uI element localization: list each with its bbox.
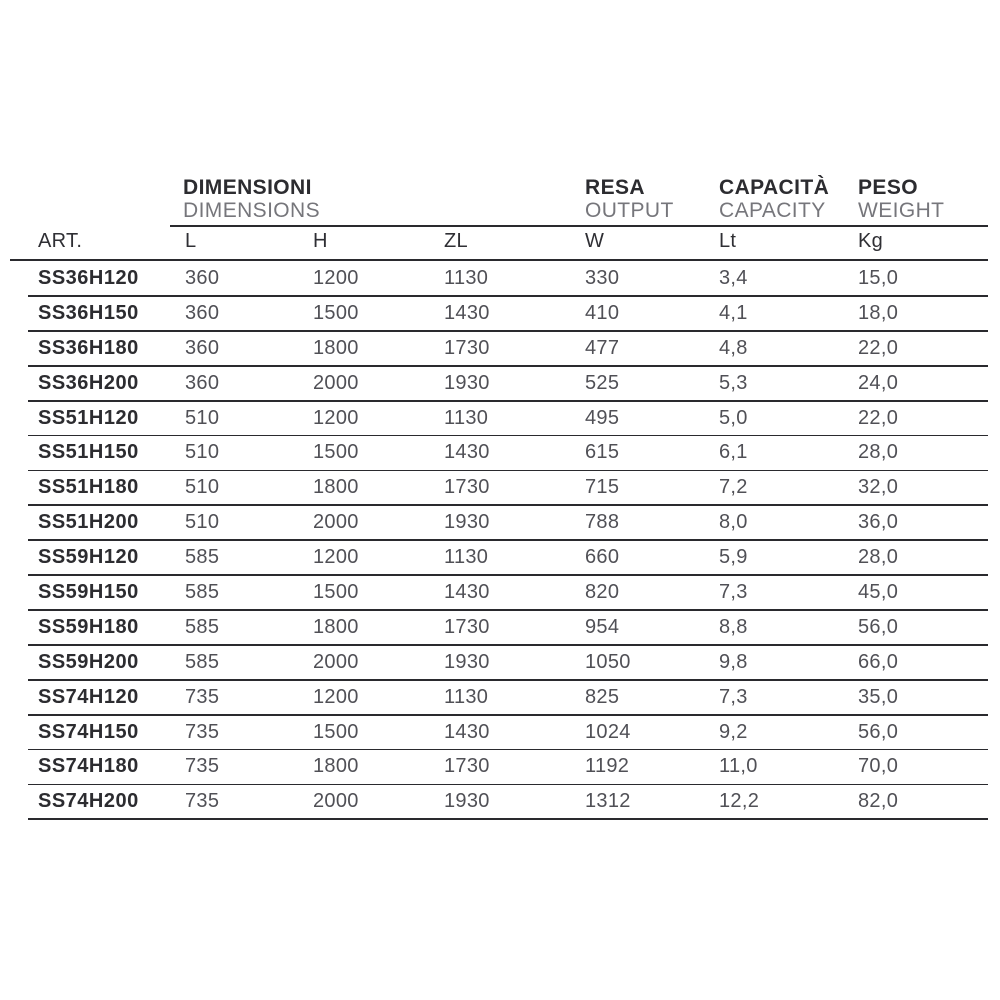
cell-h: 1200 bbox=[313, 266, 359, 289]
cell-l: 510 bbox=[185, 406, 220, 429]
column-header-zl: ZL bbox=[444, 230, 468, 252]
cell-zl: 1430 bbox=[444, 580, 490, 603]
cell-l: 585 bbox=[185, 580, 220, 603]
cell-art: SS36H150 bbox=[38, 301, 139, 324]
cell-art: SS59H150 bbox=[38, 580, 139, 603]
cell-w: 1050 bbox=[585, 650, 631, 673]
cell-h: 1200 bbox=[313, 406, 359, 429]
table-row bbox=[0, 401, 1000, 436]
column-header-row bbox=[0, 230, 1000, 258]
cell-h: 1800 bbox=[313, 476, 359, 499]
cell-lt: 9,2 bbox=[719, 720, 748, 743]
cell-h: 1200 bbox=[313, 685, 359, 708]
cell-w: 330 bbox=[585, 266, 620, 289]
cell-kg: 22,0 bbox=[858, 336, 899, 359]
cell-w: 1024 bbox=[585, 720, 631, 743]
cell-l: 735 bbox=[185, 685, 220, 708]
column-header-h: H bbox=[313, 230, 328, 252]
cell-art: SS74H120 bbox=[38, 685, 139, 708]
cell-l: 585 bbox=[185, 615, 220, 638]
cell-h: 2000 bbox=[313, 511, 359, 534]
cell-lt: 4,1 bbox=[719, 301, 748, 324]
table-row bbox=[0, 261, 1000, 296]
group-subtitle-output: OUTPUT bbox=[585, 199, 674, 222]
cell-zl: 1130 bbox=[444, 406, 489, 429]
cell-kg: 36,0 bbox=[858, 511, 899, 534]
group-title-peso: PESO bbox=[858, 176, 918, 199]
cell-art: SS59H200 bbox=[38, 650, 139, 673]
column-group-capacity bbox=[719, 176, 829, 222]
cell-l: 735 bbox=[185, 755, 220, 778]
column-header-kg: Kg bbox=[858, 230, 884, 252]
cell-zl: 1730 bbox=[444, 476, 490, 499]
cell-h: 2000 bbox=[313, 371, 359, 394]
table-row bbox=[0, 610, 1000, 645]
group-header-divider bbox=[170, 225, 988, 227]
cell-art: SS74H180 bbox=[38, 755, 139, 778]
table-row bbox=[0, 749, 1000, 784]
cell-h: 2000 bbox=[313, 790, 359, 813]
cell-w: 495 bbox=[585, 406, 620, 429]
cell-art: SS51H120 bbox=[38, 406, 139, 429]
cell-l: 735 bbox=[185, 720, 220, 743]
cell-lt: 5,3 bbox=[719, 371, 748, 394]
table-row bbox=[0, 435, 1000, 470]
cell-lt: 7,2 bbox=[719, 476, 748, 499]
table-row bbox=[0, 331, 1000, 366]
cell-kg: 22,0 bbox=[858, 406, 899, 429]
cell-h: 1800 bbox=[313, 755, 359, 778]
cell-lt: 7,3 bbox=[719, 685, 748, 708]
table-row bbox=[0, 645, 1000, 680]
table-row bbox=[0, 715, 1000, 750]
cell-lt: 5,0 bbox=[719, 406, 748, 429]
cell-lt: 11,0 bbox=[719, 755, 758, 778]
cell-h: 1200 bbox=[313, 546, 359, 569]
cell-kg: 28,0 bbox=[858, 441, 899, 464]
cell-kg: 15,0 bbox=[858, 266, 899, 289]
cell-art: SS74H200 bbox=[38, 790, 139, 813]
cell-w: 954 bbox=[585, 615, 620, 638]
cell-h: 1800 bbox=[313, 336, 359, 359]
cell-lt: 3,4 bbox=[719, 266, 748, 289]
cell-zl: 1930 bbox=[444, 650, 490, 673]
cell-kg: 32,0 bbox=[858, 476, 899, 499]
cell-w: 660 bbox=[585, 546, 620, 569]
cell-art: SS51H150 bbox=[38, 441, 139, 464]
cell-h: 1800 bbox=[313, 615, 359, 638]
cell-l: 510 bbox=[185, 476, 220, 499]
cell-l: 735 bbox=[185, 790, 220, 813]
group-title-resa: RESA bbox=[585, 176, 645, 199]
cell-l: 510 bbox=[185, 511, 220, 534]
table-row bbox=[0, 505, 1000, 540]
cell-lt: 8,0 bbox=[719, 511, 748, 534]
group-subtitle-dimensions: DIMENSIONS bbox=[183, 199, 321, 222]
column-group-weight bbox=[858, 176, 944, 222]
column-header-l: L bbox=[185, 230, 197, 252]
cell-w: 1192 bbox=[585, 755, 630, 778]
group-title-capacita: CAPACITÀ bbox=[719, 176, 830, 199]
cell-h: 1500 bbox=[313, 441, 359, 464]
cell-lt: 9,8 bbox=[719, 650, 748, 673]
cell-art: SS51H200 bbox=[38, 511, 139, 534]
cell-lt: 5,9 bbox=[719, 546, 748, 569]
cell-kg: 56,0 bbox=[858, 720, 899, 743]
cell-kg: 56,0 bbox=[858, 615, 899, 638]
cell-zl: 1930 bbox=[444, 511, 490, 534]
cell-art: SS51H180 bbox=[38, 476, 139, 499]
cell-l: 585 bbox=[185, 546, 220, 569]
cell-art: SS36H180 bbox=[38, 336, 139, 359]
cell-kg: 18,0 bbox=[858, 301, 899, 324]
cell-zl: 1730 bbox=[444, 615, 490, 638]
cell-lt: 4,8 bbox=[719, 336, 748, 359]
cell-zl: 1730 bbox=[444, 336, 490, 359]
cell-w: 1312 bbox=[585, 790, 631, 813]
cell-lt: 12,2 bbox=[719, 790, 760, 813]
cell-zl: 1130 bbox=[444, 685, 489, 708]
table-row bbox=[0, 575, 1000, 610]
row-divider bbox=[28, 818, 988, 820]
cell-zl: 1430 bbox=[444, 720, 490, 743]
cell-art: SS74H150 bbox=[38, 720, 139, 743]
cell-w: 410 bbox=[585, 301, 620, 324]
column-group-dimensions bbox=[183, 176, 320, 222]
cell-w: 788 bbox=[585, 511, 620, 534]
cell-kg: 35,0 bbox=[858, 685, 899, 708]
cell-zl: 1130 bbox=[444, 546, 489, 569]
column-header-lt: Lt bbox=[719, 230, 737, 252]
group-subtitle-weight: WEIGHT bbox=[858, 199, 945, 222]
cell-l: 360 bbox=[185, 371, 220, 394]
table-row bbox=[0, 680, 1000, 715]
cell-zl: 1430 bbox=[444, 441, 490, 464]
cell-l: 585 bbox=[185, 650, 220, 673]
cell-zl: 1930 bbox=[444, 790, 490, 813]
cell-h: 2000 bbox=[313, 650, 359, 673]
cell-h: 1500 bbox=[313, 301, 359, 324]
cell-l: 360 bbox=[185, 336, 220, 359]
cell-l: 510 bbox=[185, 441, 220, 464]
cell-l: 360 bbox=[185, 301, 220, 324]
cell-w: 477 bbox=[585, 336, 620, 359]
cell-h: 1500 bbox=[313, 580, 359, 603]
column-group-output bbox=[585, 176, 674, 222]
cell-zl: 1730 bbox=[444, 755, 490, 778]
group-subtitle-capacity: CAPACITY bbox=[719, 199, 826, 222]
cell-kg: 24,0 bbox=[858, 371, 899, 394]
table-row bbox=[0, 470, 1000, 505]
cell-kg: 66,0 bbox=[858, 650, 899, 673]
cell-lt: 7,3 bbox=[719, 580, 748, 603]
cell-zl: 1130 bbox=[444, 266, 489, 289]
cell-l: 360 bbox=[185, 266, 220, 289]
cell-w: 715 bbox=[585, 476, 620, 499]
cell-art: SS36H120 bbox=[38, 266, 139, 289]
cell-h: 1500 bbox=[313, 720, 359, 743]
table-body bbox=[0, 261, 1000, 819]
cell-w: 825 bbox=[585, 685, 620, 708]
cell-kg: 82,0 bbox=[858, 790, 899, 813]
cell-zl: 1930 bbox=[444, 371, 490, 394]
cell-art: SS36H200 bbox=[38, 371, 139, 394]
cell-kg: 70,0 bbox=[858, 755, 899, 778]
cell-w: 525 bbox=[585, 371, 620, 394]
cell-lt: 6,1 bbox=[719, 441, 748, 464]
table-row bbox=[0, 784, 1000, 819]
column-header-w: W bbox=[585, 230, 605, 252]
column-header-art: ART. bbox=[38, 230, 83, 252]
cell-art: SS59H180 bbox=[38, 615, 139, 638]
cell-w: 615 bbox=[585, 441, 620, 464]
group-title-dimensioni: DIMENSIONI bbox=[183, 176, 312, 199]
cell-w: 820 bbox=[585, 580, 620, 603]
cell-zl: 1430 bbox=[444, 301, 490, 324]
cell-kg: 28,0 bbox=[858, 546, 899, 569]
table-row bbox=[0, 540, 1000, 575]
cell-lt: 8,8 bbox=[719, 615, 748, 638]
cell-kg: 45,0 bbox=[858, 580, 899, 603]
cell-art: SS59H120 bbox=[38, 546, 139, 569]
table-row bbox=[0, 296, 1000, 331]
table-row bbox=[0, 366, 1000, 401]
